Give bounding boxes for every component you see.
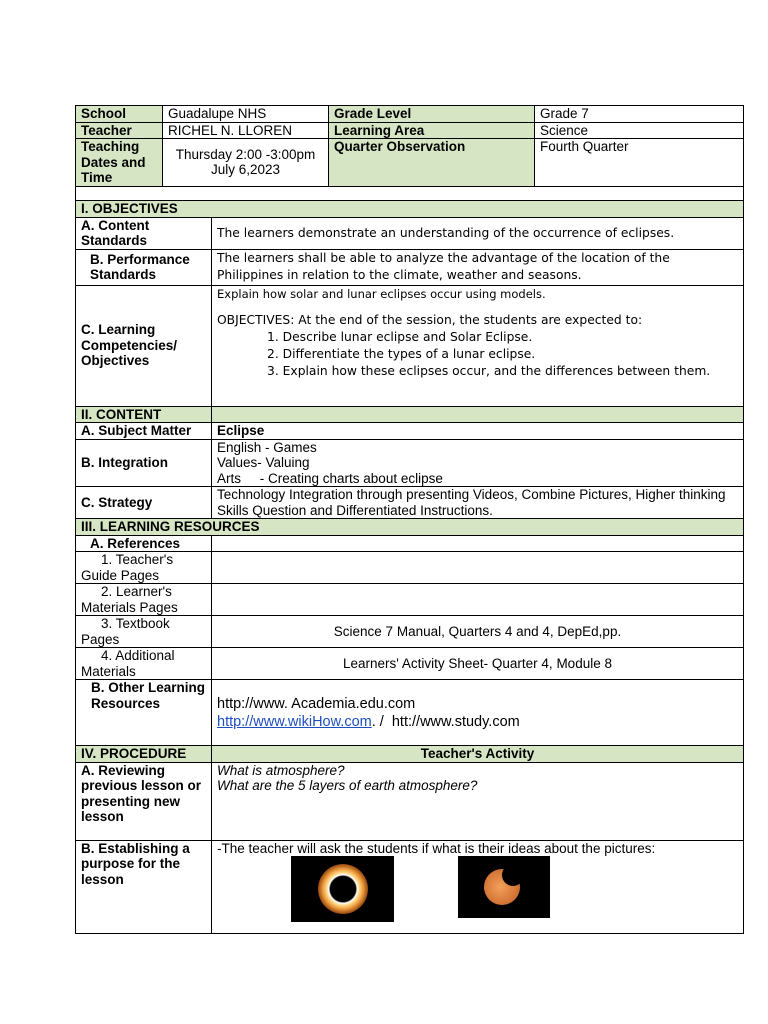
resources-heading: III. LEARNING RESOURCES: [76, 519, 744, 536]
learning-area-label: Learning Area: [329, 122, 535, 139]
learners-materials-value: [212, 584, 744, 616]
objective-item: 2. Differentiate the types of a lunar eclipse.: [267, 346, 536, 361]
reviewing-value: [212, 762, 744, 840]
grade-level-value: Grade 7: [535, 106, 744, 123]
integration-item: Arts - Creating charts about eclipse: [217, 470, 443, 486]
objectives-intro: OBJECTIVES: At the end of the session, the students are expected to:: [217, 312, 643, 327]
teachers-guide-label: 1. Teacher's Guide Pages: [76, 552, 212, 584]
resource-url: http://www. Academia.edu.com: [217, 695, 416, 712]
content-standards-label: A. Content Standards: [76, 217, 212, 249]
performance-standards-value: The learners shall be able to analyze the advantage of the location of the Philippines in relation to the climate, weather and seasons.: [212, 249, 744, 285]
subject-matter-label: A. Subject Matter: [76, 423, 212, 440]
lesson-plan-table: [75, 105, 744, 203]
references-value: [212, 535, 744, 552]
teacher-value: RICHEL N. LLOREN: [163, 122, 329, 139]
performance-standards-label: B. Performance Standards: [76, 249, 212, 285]
lesson-plan-body: [75, 200, 743, 934]
review-question: What is atmosphere?: [217, 762, 345, 778]
strategy-label: C. Strategy: [76, 487, 212, 519]
resource-urls: [217, 713, 738, 731]
objectives-list: [217, 329, 738, 380]
quarter-label: Quarter Observation: [329, 139, 535, 187]
additional-materials-value: Learners' Activity Sheet- Quarter 4, Module 8: [212, 648, 744, 680]
establishing-purpose-value: [212, 840, 744, 933]
additional-materials-label: 4. Additional Materials: [76, 648, 212, 680]
subject-matter-value: Eclipse: [212, 423, 744, 440]
competencies-value: [212, 285, 744, 406]
teachers-activity-heading: Teacher's Activity: [212, 746, 744, 763]
lesson-plan-body-table: [75, 200, 744, 934]
content-heading-fill: [212, 406, 744, 423]
learners-materials-label: 2. Learner's Materials Pages: [76, 584, 212, 616]
teaching-date: July 6,2023: [210, 162, 281, 178]
reviewing-label-text: A. Reviewing previous lesson or presenting new lesson: [81, 762, 202, 824]
procedure-heading: IV. PROCEDURE: [76, 746, 212, 763]
teaching-dates-label: Teaching Dates and Time: [76, 139, 163, 187]
learning-area-value: Science: [535, 122, 744, 139]
objective-item: 3. Explain how these eclipses occur, and the differences between them.: [267, 363, 711, 378]
integration-label: B. Integration: [76, 439, 212, 487]
grade-level-label: Grade Level: [329, 106, 535, 123]
strategy-value: Technology Integration through presenting Videos, Combine Pictures, Higher thinking Skills Question and Differentiated Instructions.: [212, 487, 744, 519]
quarter-value: Fourth Quarter: [535, 139, 744, 187]
teaching-dates-value: [163, 139, 329, 187]
lunar-eclipse-image: [458, 856, 550, 918]
textbook-label: 3. Textbook Pages: [76, 616, 212, 648]
school-label: School: [76, 106, 163, 123]
school-value: Guadalupe NHS: [163, 106, 329, 123]
integration-item: Values- Valuing: [217, 455, 310, 470]
other-resources-value: [212, 680, 744, 746]
integration-item: English - Games: [217, 439, 317, 455]
reviewing-label: [76, 762, 212, 840]
competency-text: Explain how solar and lunar eclipses occur using models.: [217, 286, 546, 301]
lesson-plan-document: [75, 105, 743, 203]
textbook-value: Science 7 Manual, Quarters 4 and 4, DepEd,pp.: [212, 616, 744, 648]
eclipse-pictures: [217, 856, 738, 928]
references-label: A. References: [76, 535, 212, 552]
competencies-label: C. Learning Competencies/ Objectives: [76, 285, 212, 406]
integration-value: [212, 439, 744, 487]
other-resources-label-text: B. Other Learning Resources: [91, 680, 206, 711]
content-heading: II. CONTENT: [76, 406, 212, 423]
objectives-heading: I. OBJECTIVES: [76, 201, 744, 218]
content-standards-value: The learners demonstrate an understanding of the occurrence of eclipses.: [212, 217, 744, 249]
review-question: What are the 5 layers of earth atmosphere?: [217, 778, 478, 793]
purpose-text: -The teacher will ask the students if what is their ideas about the pictures:: [217, 840, 656, 856]
teacher-label: Teacher: [76, 122, 163, 139]
solar-eclipse-image: [291, 856, 394, 922]
study-url: . / htt://www.study.com: [371, 713, 520, 730]
teachers-guide-value: [212, 552, 744, 584]
other-resources-label: [76, 680, 212, 746]
objective-item: 1. Describe lunar eclipse and Solar Eclipse.: [267, 329, 533, 344]
wikihow-link[interactable]: http://www.wikiHow.com: [217, 713, 372, 730]
establishing-purpose-label: B. Establishing a purpose for the lesson: [76, 840, 212, 933]
teaching-time: Thursday 2:00 -3:00pm: [175, 146, 316, 162]
